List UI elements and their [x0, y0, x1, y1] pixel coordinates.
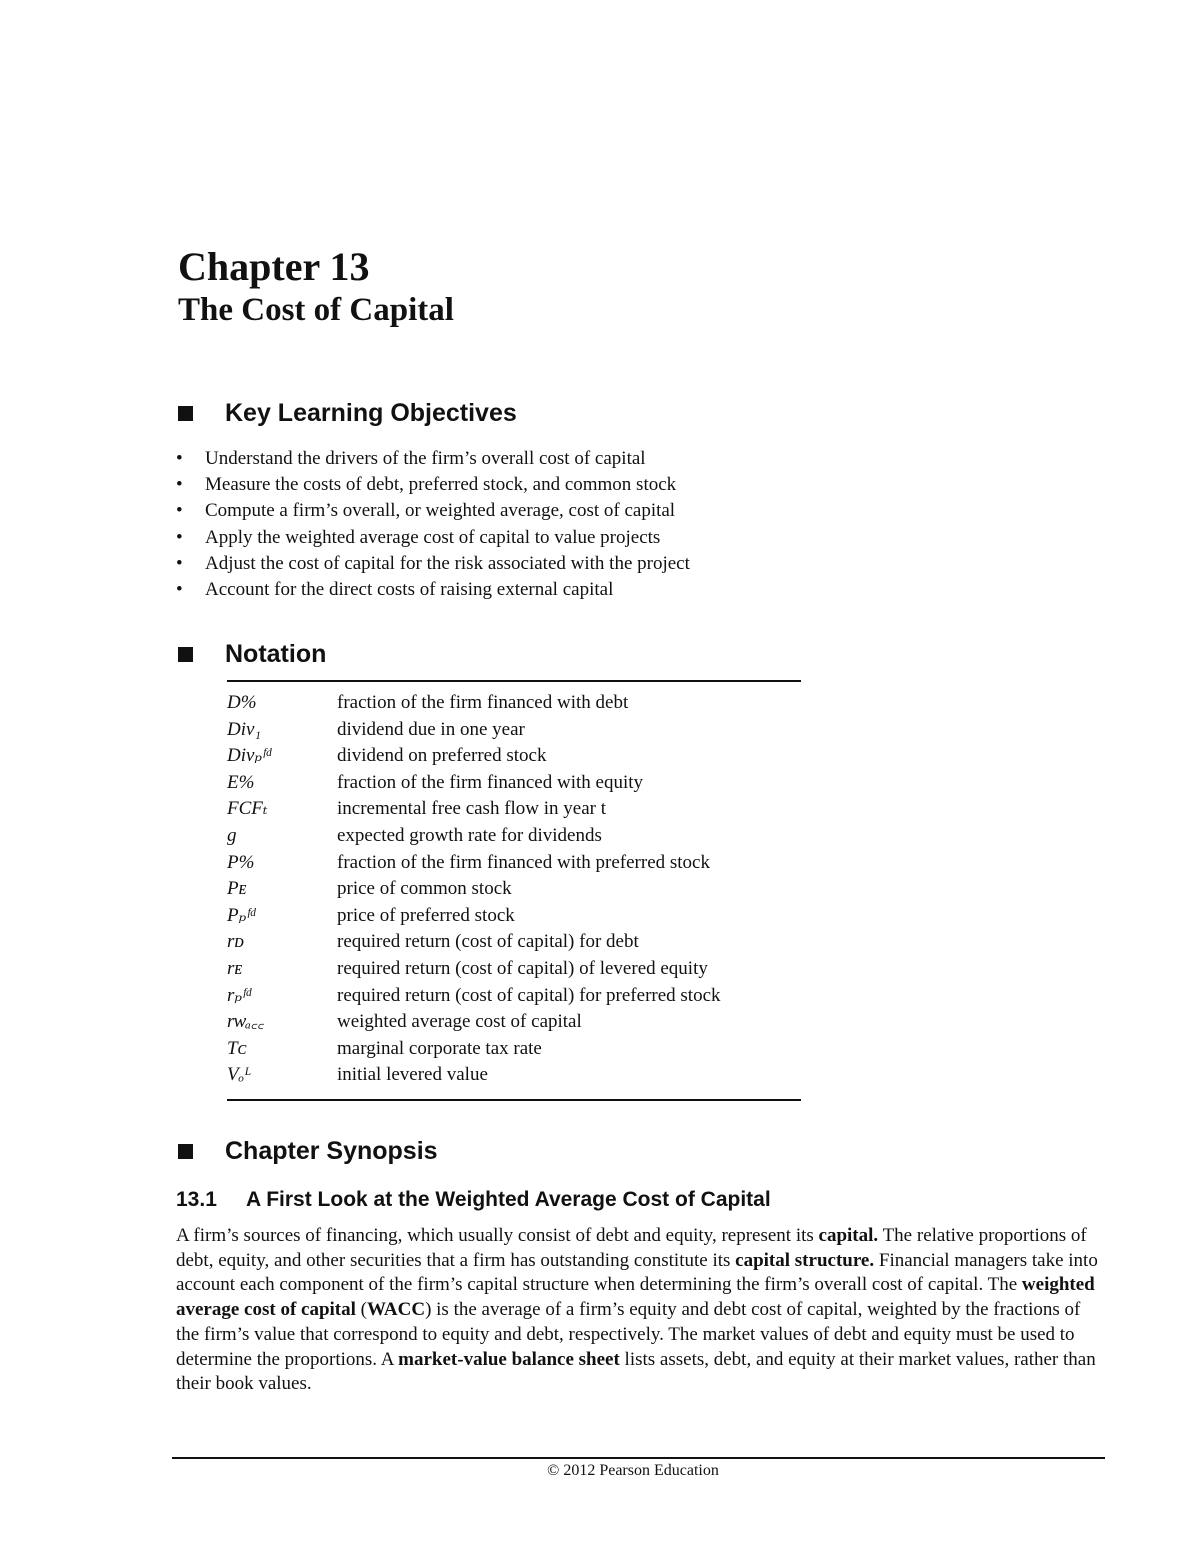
footer-divider: [172, 1457, 1105, 1459]
subsection-number: 13.1: [176, 1188, 217, 1211]
list-item: • Apply the weighted average cost of capital to value projects: [176, 525, 690, 551]
term-capital: capital.: [818, 1225, 879, 1246]
bullet-icon: •: [176, 474, 183, 496]
chapter-number: Chapter 13: [178, 244, 370, 289]
table-row: Tᴄ marginal corporate tax rate: [227, 1037, 542, 1059]
term-market-value-balance-sheet: market-value balance sheet: [398, 1348, 620, 1370]
bullet-icon: •: [176, 578, 183, 600]
chapter-title: The Cost of Capital: [178, 292, 454, 328]
square-bullet-icon: [178, 1144, 193, 1159]
list-item: • Compute a firm’s overall, or weighted average, cost of capital: [176, 498, 690, 524]
list-item: • Measure the costs of debt, preferred stock, and common stock: [176, 472, 690, 498]
list-item: • Adjust the cost of capital for the risk associated with the project: [176, 551, 690, 577]
table-row: Vₒᴸ initial levered value: [227, 1064, 488, 1086]
section-notation-title: Notation: [225, 640, 327, 668]
table-row: Divₚᶠᵈ dividend on preferred stock: [227, 745, 547, 767]
bullet-icon: •: [176, 448, 183, 469]
table-row: Pᴇ price of common stock: [227, 878, 512, 900]
square-bullet-icon: [178, 406, 193, 421]
bullet-icon: •: [176, 526, 183, 548]
square-bullet-icon: [178, 647, 193, 662]
section-objectives-title: Key Learning Objectives: [225, 399, 517, 427]
bullet-icon: •: [176, 500, 183, 522]
table-row: P% fraction of the firm financed with preferred stock: [227, 851, 710, 873]
term-wacc-full: weighted average cost of capital: [176, 1274, 1095, 1321]
term-wacc: WACC: [367, 1299, 426, 1321]
table-row: Div₁ dividend due in one year: [227, 718, 525, 740]
list-item: • Understand the drivers of the firm’s overall cost of capital: [176, 446, 690, 472]
table-row: rₚᶠᵈ required return (cost of capital) for preferred stock: [227, 984, 721, 1006]
table-row: D% fraction of the firm financed with debt: [227, 692, 629, 713]
section-notation-heading: [178, 639, 326, 669]
synopsis-paragraph: A firm’s sources of financing, which usually consist of debt and equity, represent its capital. The relative proportions of debt, equity, and other securities that a firm has outstanding constitute its capital structure. Financial managers take into account each component of the firm’s capital structure when determining the firm’s overall cost of capital. The weighted average cost of capital (WACC) is the average of a firm’s equity and debt cost of capital, weighted by the fractions of the firm’s value that correspond to equity and debt, respectively. The market values of debt and equity must be used to determine the proportions. A market-value balance sheet lists assets, debt, and equity at their market values, rather than their book values.: [176, 1225, 1098, 1395]
subsection-title: A First Look at the Weighted Average Cost of Capital: [246, 1188, 771, 1211]
table-row: rᴇ required return (cost of capital) of levered equity: [227, 957, 708, 979]
subsection-heading: [176, 1186, 771, 1214]
table-row: Pₚᶠᵈ price of preferred stock: [227, 904, 515, 926]
table-row: FCFₜ incremental free cash flow in year t: [227, 798, 607, 820]
section-synopsis-title: Chapter Synopsis: [225, 1137, 438, 1165]
list-item: • Account for the direct costs of raising external capital: [176, 577, 690, 603]
table-row: rᴅ required return (cost of capital) for debt: [227, 931, 639, 953]
notation-table: [227, 680, 801, 1101]
table-row: rᴡₐ꜀꜀ weighted average cost of capital: [227, 1011, 582, 1033]
table-row: E% fraction of the firm financed with equity: [227, 771, 644, 793]
term-capital-structure: capital structure.: [735, 1249, 875, 1271]
bullet-icon: •: [176, 552, 183, 574]
section-synopsis-heading: [178, 1136, 438, 1166]
footer-copyright: © 2012 Pearson Education: [547, 1462, 719, 1479]
section-objectives-heading: [178, 398, 517, 428]
objectives-list: [176, 446, 690, 603]
table-row: g expected growth rate for dividends: [227, 824, 602, 846]
